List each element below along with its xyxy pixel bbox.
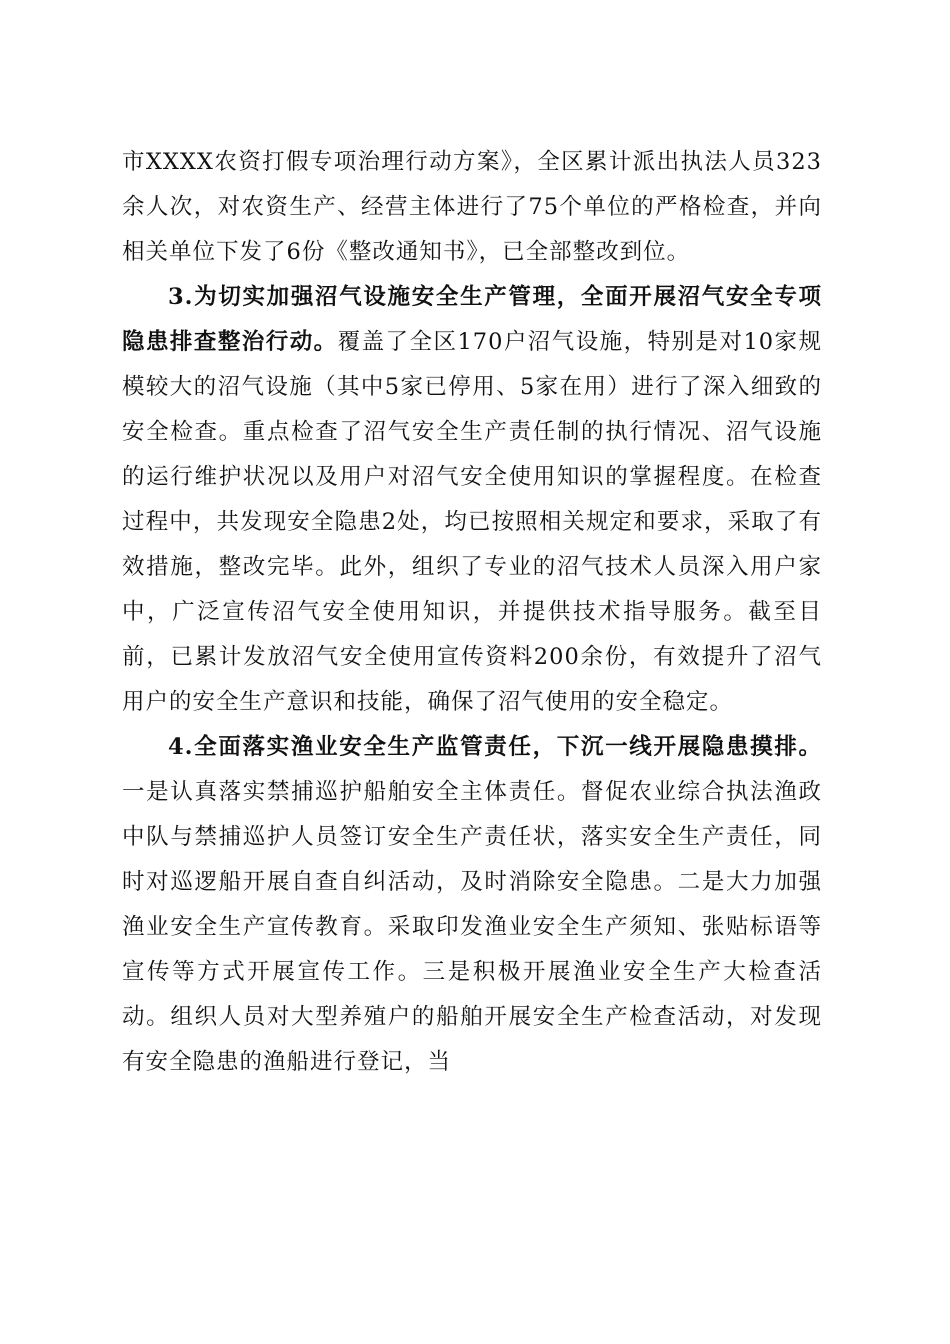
- paragraph-text: 覆盖了全区170户沼气设施，特别是对10家规模较大的沼气设施（其中5家已停用、5家在用）进行了深入细致的安全检查。重点检查了沼气安全生产责任制的执行情况、沼气设施的运行维护状况以及用户对沼气安全使用知识的掌握程度。在检查过程中，共发现安全隐患2处，均已按照相关规定和要求，采取了有效措施，整改完毕。此外，组织了专业的沼气技术人员深入用户家中，广泛宣传沼气安全使用知识，并提供技术指导服务。截至目前，已累计发放沼气安全使用宣传资料200余份，有效提升了沼气用户的安全生产意识和技能，确保了沼气使用的安全稳定。: [122, 329, 822, 715]
- paragraph-heading: 4.全面落实渔业安全生产监管责任，下沉一线开展隐患摸排。: [168, 734, 822, 760]
- document-page: [122, 140, 822, 1085]
- paragraph-continuation: [122, 140, 822, 275]
- paragraph-text: 市XXXX农资打假专项治理行动方案》，全区累计派出执法人员323余人次，对农资生产、经营主体进行了75个单位的严格检查，并向相关单位下发了6份《整改通知书》，已全部整改到位。: [122, 149, 822, 265]
- paragraph-heading: 3.为切实加强沼气设施安全生产管理，全面开展沼气安全专项隐患排查整治行动。: [122, 284, 822, 355]
- paragraph-fishery-safety: [122, 725, 822, 1085]
- paragraph-biogas-safety: [122, 275, 822, 725]
- paragraph-text: 一是认真落实禁捕巡护船舶安全主体责任。督促农业综合执法渔政中队与禁捕巡护人员签订安全生产责任状，落实安全生产责任，同时对巡逻船开展自查自纠活动，及时消除安全隐患。二是大力加强渔业安全生产宣传教育。采取印发渔业安全生产须知、张贴标语等宣传等方式开展宣传工作。三是积极开展渔业安全生产大检查活动。组织人员对大型养殖户的船舶开展安全生产检查活动，对发现有安全隐患的渔船进行登记，当: [122, 779, 822, 1075]
